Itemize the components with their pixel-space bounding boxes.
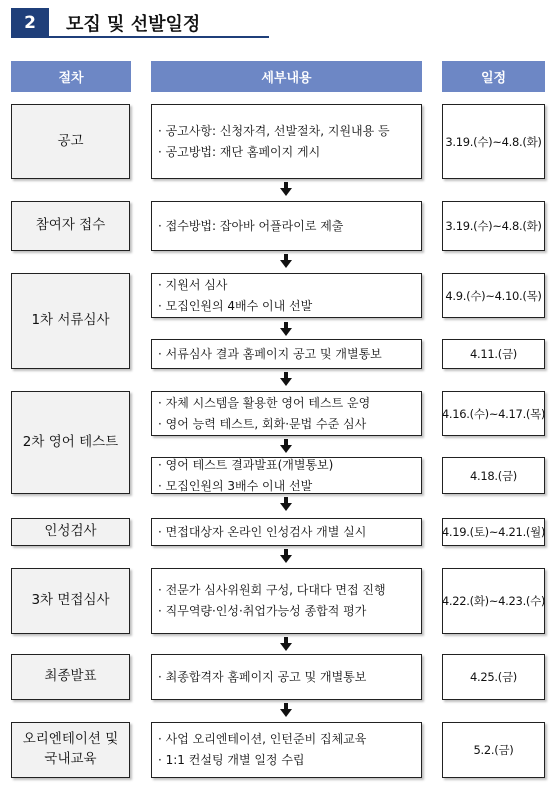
section-number-badge: 2 [11, 8, 49, 38]
procedure-box [11, 654, 130, 700]
schedule-box [442, 339, 545, 369]
detail-box [151, 722, 422, 778]
schedule-date: 3.19.(수)~4.8.(화) [445, 134, 542, 149]
detail-box [151, 568, 422, 634]
schedule-box [442, 568, 545, 634]
detail-line: · 모집인원의 3배수 이내 선발 [158, 478, 313, 493]
detail-box [151, 201, 422, 251]
section-title: 모집 및 선발일정 [66, 14, 201, 35]
detail-line: · 최종합격자 홈페이지 공고 및 개별통보 [158, 669, 367, 684]
detail-line: · 접수방법: 잡아바 어플라이로 제출 [158, 218, 344, 233]
schedule-box [442, 391, 545, 436]
down-arrow-icon [280, 254, 292, 268]
detail-box [151, 457, 422, 494]
procedure-box [11, 201, 130, 251]
detail-line: · 1:1 컨설팅 개별 일정 수립 [158, 753, 305, 767]
detail-line: · 전문가 심사위원회 구성, 다대다 면접 진행 [158, 583, 386, 597]
detail-line: · 영어 테스트 결과발표(개별통보) [158, 457, 334, 472]
schedule-box [442, 722, 545, 778]
procedure-box [11, 273, 130, 369]
down-arrow-icon [280, 497, 292, 511]
down-arrow-icon [280, 439, 292, 453]
procedure-label: 3차 면접심사 [31, 592, 110, 609]
detail-line: · 자체 시스템을 활용한 영어 테스트 운영 [158, 395, 371, 410]
header-details: 세부내용 [151, 61, 422, 92]
procedure-label: 오리엔테이션 및 [22, 731, 119, 748]
down-arrow-icon [280, 322, 292, 336]
procedure-label: 인성검사 [44, 523, 97, 540]
schedule-date: 3.19.(수)~4.8.(화) [445, 219, 542, 233]
schedule-box [442, 273, 545, 318]
down-arrow-icon [280, 182, 292, 196]
detail-line: · 사업 오리엔테이션, 인턴준비 집체교육 [158, 732, 367, 746]
procedure-box [11, 518, 130, 546]
detail-box [151, 339, 422, 369]
procedure-label: 2차 영어 테스트 [22, 433, 119, 450]
header-schedule: 일정 [442, 61, 545, 92]
procedure-label: 공고 [57, 132, 84, 149]
procedure-box [11, 391, 130, 494]
detail-line: · 지원서 심사 [158, 277, 228, 292]
detail-line: · 모집인원의 4배수 이내 선발 [158, 298, 313, 313]
header-procedure: 절차 [11, 61, 131, 92]
detail-line: · 영어 능력 테스트, 회화·문법 수준 심사 [158, 416, 367, 431]
down-arrow-icon [280, 372, 292, 386]
schedule-date: 5.2.(금) [473, 743, 514, 757]
detail-box [151, 518, 422, 546]
schedule-date: 4.18.(금) [470, 468, 517, 483]
down-arrow-icon [280, 549, 292, 563]
detail-line: · 서류심사 결과 홈페이지 공고 및 개별통보 [158, 346, 382, 361]
title-underline [49, 36, 269, 38]
detail-line: · 공고방법: 재단 홈페이지 게시 [158, 144, 321, 159]
detail-line: · 면접대상자 온라인 인성검사 개별 실시 [158, 524, 367, 539]
schedule-box [442, 201, 545, 251]
schedule-box [442, 654, 545, 700]
detail-line: · 직무역량·인성·취업가능성 종합적 평가 [158, 604, 367, 618]
schedule-date: 4.9.(수)~4.10.(목) [445, 288, 542, 303]
detail-box [151, 273, 422, 318]
detail-box [151, 104, 422, 179]
procedure-box [11, 722, 130, 778]
procedure-box [11, 568, 130, 634]
schedule-date: 4.22.(화)~4.23.(수) [441, 594, 546, 608]
detail-box [151, 654, 422, 700]
schedule-box [442, 518, 545, 546]
down-arrow-icon [280, 703, 292, 717]
schedule-date: 4.11.(금) [470, 347, 517, 361]
detail-box [151, 391, 422, 436]
schedule-date: 4.25.(금) [470, 670, 517, 684]
procedure-box [11, 104, 130, 179]
schedule-box [442, 457, 545, 494]
schedule-box [442, 104, 545, 179]
procedure-label: 최종발표 [44, 668, 97, 685]
schedule-date: 4.19.(토)~4.21.(월) [441, 525, 546, 539]
detail-line: · 공고사항: 신청자격, 선발절차, 지원내용 등 [158, 123, 390, 138]
down-arrow-icon [280, 637, 292, 651]
schedule-date: 4.16.(수)~4.17.(목) [441, 406, 546, 421]
procedure-label: 참여자 접수 [35, 217, 106, 234]
procedure-label: 1차 서류심사 [31, 312, 110, 329]
procedure-label: 국내교육 [44, 751, 97, 767]
